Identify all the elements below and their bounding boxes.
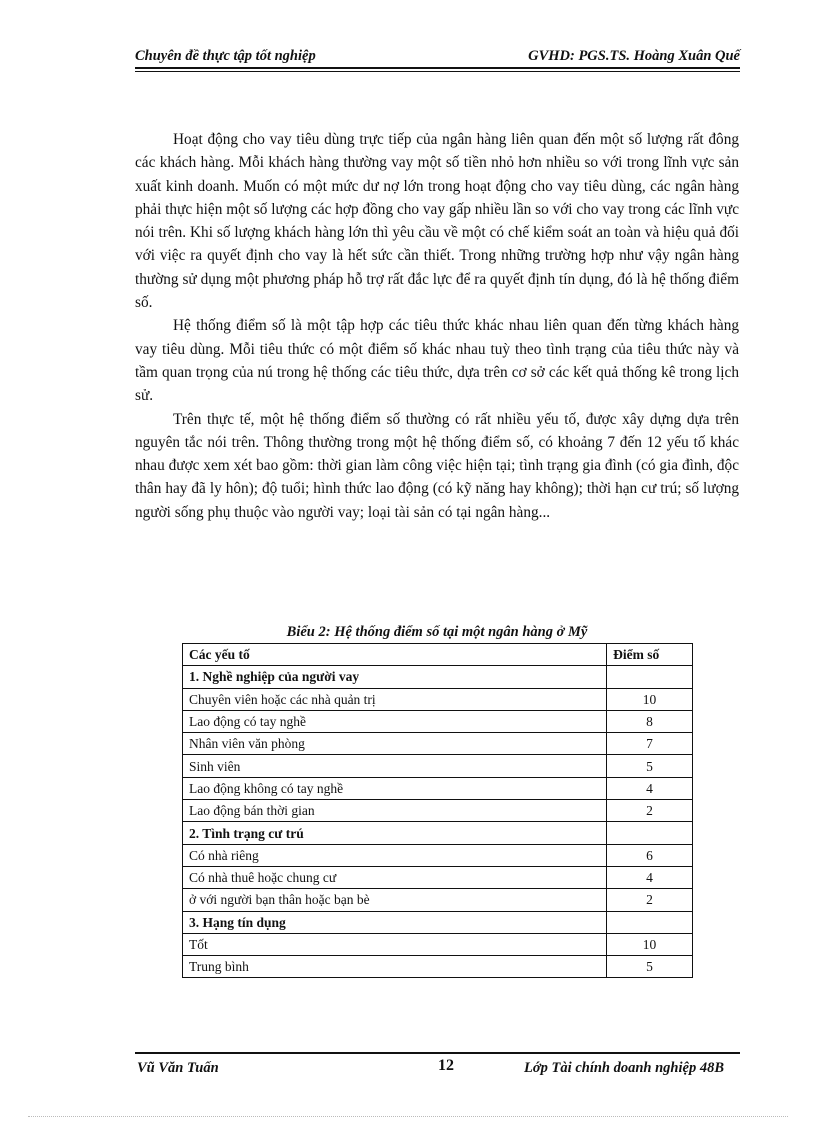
table-row: [183, 777, 693, 799]
table-row: [183, 822, 693, 844]
score-cell: 4: [607, 866, 693, 888]
table-row: [183, 755, 693, 777]
paragraph-2: Hệ thống điểm số là một tập hợp các tiêu thức khác nhau liên quan đến từng khách hàng vay tiêu dùng. Mỗi tiêu thức có một điểm số khác nhau tuỳ theo tình trạng của tiêu thức này và tầm quan trọng của nú trong hệ thống các tiêu thức, dựa trên cơ sở các kết quả thống kê trong lịch sử.: [135, 317, 739, 405]
table-row: [183, 866, 693, 888]
table-row: [183, 800, 693, 822]
factor-cell: 1. Nghề nghiệp của người vay: [183, 666, 607, 688]
score-cell: 4: [607, 777, 693, 799]
paragraph-3: Trên thực tế, một hệ thống điểm số thường có rất nhiều yếu tố, được xây dựng dựa trên nguyên tắc nói trên. Thông thường trong một hệ thống điểm số, có khoảng 7 đến 12 yếu tố khác nhau được xem xét bao gồm: thời gian làm công việc hiện tại; tình trạng gia đình (có gia đình, độc thân hay đã ly hôn); độ tuổi; hình thức lao động (có kỹ năng hay không); thời hạn cư trú; số lượng người sống phụ thuộc vào người vay; loại tài sản có tại ngân hàng...: [135, 410, 739, 521]
body-text: [135, 128, 739, 524]
factor-cell: 3. Hạng tín dụng: [183, 911, 607, 933]
factor-cell: Tốt: [183, 933, 607, 955]
factor-cell: Trung bình: [183, 956, 607, 978]
score-cell: 6: [607, 844, 693, 866]
factor-cell: Có nhà thuê hoặc chung cư: [183, 866, 607, 888]
factor-cell: 2. Tình trạng cư trú: [183, 822, 607, 844]
score-cell: 8: [607, 710, 693, 732]
header-rule: [135, 67, 740, 69]
table-row: [183, 688, 693, 710]
header-score: Điểm số: [607, 644, 693, 666]
factor-cell: Sinh viên: [183, 755, 607, 777]
factor-cell: Lao động không có tay nghề: [183, 777, 607, 799]
factor-cell: Chuyên viên hoặc các nhà quản trị: [183, 688, 607, 710]
table-row: [183, 710, 693, 732]
page-footer: [135, 1052, 740, 1082]
page-edge-line: [28, 1116, 788, 1117]
score-cell: 5: [607, 956, 693, 978]
paragraph-1: Hoạt động cho vay tiêu dùng trực tiếp của ngân hàng liên quan đến một số lượng rất đông các khách hàng. Mỗi khách hàng thường vay một số tiền nhỏ hơn nhiều so với trong lĩnh vực sản xuất kinh doanh. Muốn có một mức dư nợ lớn trong hoạt động cho vay tiêu dùng, các ngân hàng phải thực hiện một số lượng các hợp đồng cho vay gấp nhiều lần so với cho vay trong các lĩnh vực nói trên. Khi số lượng khách hàng lớn thì yêu cầu về một có chế kiểm soát an toàn và hiệu quả đối với việc ra quyết định cho vay là hết sức cần thiết. Trong những trường hợp như vậy ngân hàng thường sử dụng một phương pháp hỗ trợ rất đắc lực để ra quyết định tín dụng, đó là hệ thống điểm số.: [135, 131, 739, 312]
table-caption: Biểu 2: Hệ thống điểm số tại một ngân hàng ở Mỹ: [286, 624, 588, 640]
page-header: [135, 48, 740, 70]
page-number: 12: [438, 1057, 454, 1074]
header-supervisor: GVHD: PGS.TS. Hoàng Xuân Quế: [528, 48, 740, 64]
scoring-table: [182, 643, 693, 978]
table-row: [183, 933, 693, 955]
table-row: [183, 889, 693, 911]
factor-cell: Lao động có tay nghề: [183, 710, 607, 732]
factor-cell: Nhân viên văn phòng: [183, 733, 607, 755]
table-header-row: [183, 644, 693, 666]
score-cell: [607, 666, 693, 688]
footer-author: Vũ Văn Tuấn: [137, 1060, 219, 1076]
footer-class: Lớp Tài chính doanh nghiệp 48B: [524, 1060, 724, 1076]
score-cell: 7: [607, 733, 693, 755]
header-rule-thin: [135, 71, 740, 72]
score-cell: [607, 911, 693, 933]
table-row: [183, 911, 693, 933]
header-title: Chuyên đề thực tập tốt nghiệp: [135, 48, 316, 64]
table-row: [183, 956, 693, 978]
footer-rule: [135, 1052, 740, 1054]
factor-cell: Lao động bán thời gian: [183, 800, 607, 822]
score-cell: 5: [607, 755, 693, 777]
factor-cell: Có nhà riêng: [183, 844, 607, 866]
score-cell: [607, 822, 693, 844]
factor-cell: ở với người bạn thân hoặc bạn bè: [183, 889, 607, 911]
table-row: [183, 666, 693, 688]
score-cell: 10: [607, 933, 693, 955]
table-row: [183, 844, 693, 866]
header-factor: Các yếu tố: [183, 644, 607, 666]
score-cell: 10: [607, 688, 693, 710]
score-cell: 2: [607, 800, 693, 822]
table-row: [183, 733, 693, 755]
score-cell: 2: [607, 889, 693, 911]
